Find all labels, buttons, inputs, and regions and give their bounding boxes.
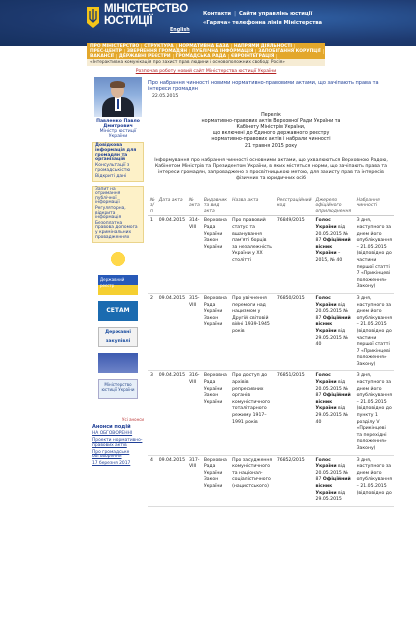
nav-item-regulatory-base[interactable]: НОРМАТИВНА БАЗА <box>177 44 232 49</box>
sidebar-box-requests <box>92 186 144 244</box>
minister-role: Міністр юстиції України <box>99 129 137 139</box>
col-header-source: Джерело офіційного оприлюднення <box>314 197 355 216</box>
left-sidebar <box>92 77 144 467</box>
nav-item-vacancies[interactable]: ВАКАНСІЇ <box>88 54 117 59</box>
cell-number: 2 <box>148 293 157 371</box>
cell-effective: З дня, наступного за днем його опублікування – 21.05.2015 (відповідно до <box>355 455 394 506</box>
sidebar-link-reference-info[interactable]: Довідкова інформація для громадян та організацій <box>95 143 137 163</box>
source-bulletin-issue: від 29.05.2015 № 40 <box>315 406 349 425</box>
source-official-bulletin: Офіційний вісник України <box>315 393 351 412</box>
cell-number: 1 <box>148 216 157 294</box>
source-newspaper-issue: від 20.05.2015 № 87 <box>315 464 349 483</box>
doc-head-line: Кабінету Міністрів України, <box>236 125 306 130</box>
cell-act-number: 314-VIII <box>187 216 202 294</box>
cell-date: 09.04.2015 <box>157 293 187 371</box>
event-item[interactable]: НА ОБГОВОРЕННІ <box>92 431 133 437</box>
photo-hair <box>110 81 125 88</box>
info-paragraph: Інформування про набрання чинності основними актами, що ухвалюються Верховною Радою, Кабінетом Міністрів та Президентом України, в яких містяться норми, що зачіпають права та інтереси громадян, запроваджено з просвітницькою метою, для захисту прав та інтересів фізичних та юридичних осіб <box>154 157 388 182</box>
minister-name-link[interactable]: Павленко Павло Дмитрович <box>96 119 140 129</box>
events-announcements <box>92 417 144 467</box>
col-header-effective: Набрання чинності <box>355 197 394 216</box>
sidebar-link-consultations[interactable]: Консультації з громадськістю <box>95 163 131 173</box>
article-title: Про набрання чинності новими нормативно-правовими актами, що зачіпають права та інтереси громадян <box>148 80 379 93</box>
nav-item-public-council[interactable]: ГРОМАДСЬКА РАДА <box>174 54 229 59</box>
cell-source <box>314 371 355 455</box>
doc-head-line: нормативно-правових актів і набрали чинності <box>211 137 331 143</box>
cell-number: 3 <box>148 371 157 455</box>
photo-tie <box>117 99 119 109</box>
logo-line-1: МІНІСТЕРСТВО <box>104 3 188 15</box>
news-ticker-link[interactable]: Розпочав роботу новий сайт Міністерства юстиції України <box>135 69 277 74</box>
col-header-publisher: Видавник та вид акта <box>202 197 230 216</box>
top-link-justice-sites[interactable]: Сайти управлінь юстиції <box>238 11 313 17</box>
sidebar-box-info <box>92 142 144 182</box>
table-row <box>148 371 394 455</box>
source-official-bulletin: Офіційний вісник України <box>315 315 351 334</box>
cell-act-name: Про засудження комуністичного та націонал-соціалістичного (нацистського) <box>230 455 275 506</box>
cell-publisher: Верховна Рада України Закон України <box>202 455 230 506</box>
sidebar-link-legal-aid[interactable]: Безоплатна правова допомога у кримінальних провадженнях <box>95 220 138 240</box>
source-official-bulletin: Офіційний вісник України <box>315 238 351 257</box>
cell-act-name: Про правовий статус та вшанування пам'яті борців за незалежність України у XX столітті <box>230 216 275 294</box>
nav-item-eurointegration[interactable]: ЄВРОІНТЕГРАЦІЯ <box>229 54 277 59</box>
table-row <box>148 293 394 371</box>
banner-state-register[interactable]: Державний реєстр <box>98 275 138 295</box>
cell-reg-code: 76852/2015 <box>275 455 314 506</box>
source-bulletin-issue: від 29.05.2015 <box>315 490 346 503</box>
main-content <box>148 80 394 507</box>
cell-source <box>314 293 355 371</box>
source-newspaper-issue: від 20.05.2015 № 87 <box>315 380 349 399</box>
sidebar-link-public-info-request[interactable]: Запит на отримання публічної інформації <box>95 186 121 206</box>
cell-act-number: 317-VIII <box>187 455 202 506</box>
doc-head-line: 21 травня 2015 року <box>244 143 298 149</box>
col-header-act-number: № акта <box>187 197 202 216</box>
trident-emblem-icon[interactable] <box>86 5 100 29</box>
document-heading <box>148 113 394 150</box>
source-bulletin-issue: від 29.05.2015 № 40 <box>315 328 349 348</box>
source-bulletin-issue: – 2015, № 40 <box>315 251 343 263</box>
cell-source <box>314 216 355 294</box>
site-header <box>0 0 416 46</box>
article-date: 22.05.2015 <box>152 94 179 100</box>
source-newspaper-issue: від 20.05.2015 № 87 <box>315 225 349 244</box>
col-header-reg-code: Реєстраційний код <box>275 197 314 216</box>
doc-head-line: що включені до Єдиного державного реєстру <box>212 131 330 137</box>
acts-table <box>148 197 394 507</box>
nav-item-activities[interactable]: НАПРЯМИ ДІЯЛЬНОСТІ <box>232 44 295 49</box>
cell-date: 09.04.2015 <box>157 216 187 294</box>
top-link-hotline[interactable]: «Гаряча» телефонна лінія Міністерства <box>203 20 323 26</box>
table-header-row <box>148 197 394 216</box>
cell-effective: З дня, наступного за днем його опублікування – 21.05.2015 (відповідно до пункту 1 розділу V «Прикінцеві та перехідні положення» Закону) <box>355 371 394 455</box>
source-newspaper: Голос України <box>315 373 337 386</box>
cell-publisher: Верховна Рада України Закон України <box>202 371 230 455</box>
event-item[interactable]: Про громадське обговорення <box>92 449 130 460</box>
banner-justice-statue[interactable] <box>98 353 138 373</box>
cell-effective: З дня, наступного за днем його опублікування – 21.05.2015 (відповідно до частини першої статті 7 «Прикінцеві положення» Закону) <box>355 293 394 371</box>
top-link-separator: | <box>234 11 236 17</box>
table-row <box>148 455 394 506</box>
cell-reg-code: 76850/2015 <box>275 293 314 371</box>
cell-effective: З дня, наступного за днем його опублікування – 21.05.2015 (відповідно до частини першої статті 7 «Прикінцеві положення» Закону) <box>355 216 394 294</box>
nav-item-press-center[interactable]: ПРЕС-ЦЕНТР <box>88 49 125 54</box>
language-english-link[interactable]: English <box>170 28 190 33</box>
nav-item-citizen-appeals[interactable]: ЗВЕРНЕННЯ ГРОМАДЯН <box>125 49 190 54</box>
cell-date: 09.04.2015 <box>157 455 187 506</box>
banner-sun-emblem[interactable] <box>98 249 138 269</box>
col-header-date: Дата акта <box>157 197 187 216</box>
logo-line-2: ЮСТИЦІЇ <box>104 14 153 27</box>
nav-item-public-info[interactable]: ПУБЛІЧНА ІНФОРМАЦІЯ <box>190 49 256 54</box>
cell-act-name: Про увічнення перемоги над нацизмом у Другій світовій війні 1939-1945 років <box>230 293 275 371</box>
nav-item-structure[interactable]: СТРУКТУРА <box>142 44 176 49</box>
minister-photo[interactable] <box>94 77 142 117</box>
sidebar-link-regulatory-info[interactable]: Регуляторна, відкрита інформація <box>95 205 126 221</box>
cell-act-number: 316-VIII <box>187 371 202 455</box>
cell-number: 4 <box>148 455 157 506</box>
banner-state-procurement[interactable]: Державні закупівлі <box>98 327 138 347</box>
nav-item-anti-corruption[interactable]: ЗАПОБІГАННЯ КОРУПЦІЇ <box>256 49 323 54</box>
cell-reg-code: 76849/2015 <box>275 216 314 294</box>
cell-publisher: Верховна Рада України Закон України <box>202 293 230 371</box>
source-newspaper: Голос України <box>315 218 337 230</box>
sidebar-link-open-data[interactable]: Відкриті дані <box>95 173 127 179</box>
cell-reg-code: 76851/2015 <box>275 371 314 455</box>
top-links <box>200 10 325 28</box>
col-header-number: № з/п <box>148 197 157 216</box>
site-logo-text[interactable] <box>104 4 188 27</box>
nav-item-about[interactable]: ПРО МІНІСТЕРСТВО <box>88 44 142 49</box>
top-link-contacts[interactable]: Контакти <box>203 11 232 17</box>
source-newspaper-issue: від 20.05.2015 № 87 <box>315 302 349 321</box>
events-title: Анонси подій <box>92 423 131 430</box>
event-item[interactable]: 17 березня 2017 <box>92 461 131 467</box>
doc-head-line: Перелік <box>261 112 281 118</box>
sub-banner[interactable]: «Інтерактивна комунікація про захист прав людини і основоположних свобод: Росія» <box>87 59 325 66</box>
source-newspaper: Голос України <box>315 295 337 308</box>
source-official-bulletin: Офіційний вісник України <box>315 477 351 496</box>
cell-date: 09.04.2015 <box>157 371 187 455</box>
banner-setam[interactable]: СЕТАМ <box>98 301 138 321</box>
col-header-act-name: Назва акта <box>230 197 275 216</box>
cell-act-name: Про доступ до архівів репресивних органів комуністичного тоталітарного режиму 1917–1991 років <box>230 371 275 455</box>
banner-ministry-site[interactable]: Міністерство юстиції України <box>98 379 138 399</box>
doc-head-line: нормативно-правових актів Верховної Ради України та <box>201 118 341 124</box>
cell-publisher: Верховна Рада України Закон України <box>202 216 230 294</box>
table-row <box>148 216 394 294</box>
nav-item-state-registers[interactable]: ДЕРЖАВНІ РЕЄСТРИ <box>117 54 174 59</box>
cell-source <box>314 455 355 506</box>
cell-act-number: 315-VIII <box>187 293 202 371</box>
source-newspaper: Голос України <box>315 457 337 470</box>
events-all-link[interactable]: Усі анонси <box>122 417 144 423</box>
event-item[interactable]: Проекти нормативно-правових актів <box>92 438 143 448</box>
